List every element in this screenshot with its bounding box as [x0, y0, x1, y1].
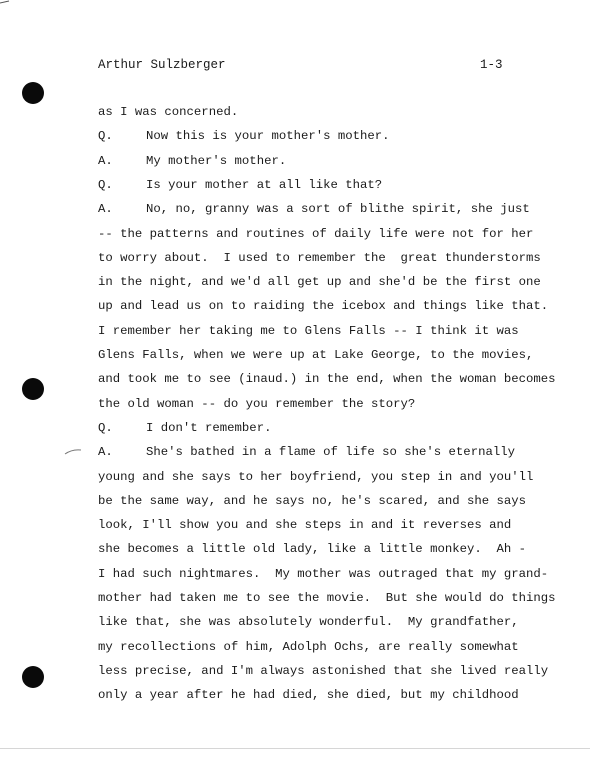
transcript-line — [98, 250, 541, 266]
transcript-line — [98, 444, 515, 460]
speaker-label: Q. — [98, 177, 113, 192]
line-text: to worry about. I used to remember the great thunderstorms — [98, 250, 541, 265]
transcript-line — [98, 687, 519, 703]
line-text: She's bathed in a flame of life so she's eternally — [146, 445, 515, 460]
transcript-line — [98, 323, 519, 339]
line-text: I remember her taking me to Glens Falls -- I think it was — [98, 323, 519, 338]
line-text: Glens Falls, when we were up at Lake George, to the movies, — [98, 348, 534, 362]
punch-hole-middle — [22, 378, 44, 400]
line-text: like that, she was absolutely wonderful. My grandfather, — [98, 615, 519, 630]
transcript-line — [98, 493, 526, 509]
page-number: 1-3 — [480, 58, 503, 72]
transcript-line — [98, 226, 533, 242]
transcript-line — [98, 274, 541, 290]
transcript-line — [98, 517, 511, 533]
line-text: look, I'll show you and she steps in and it reverses and — [98, 518, 512, 533]
transcript-line — [98, 396, 415, 412]
transcript-line — [98, 371, 556, 387]
transcript-line — [98, 541, 526, 557]
line-text: -- the patterns and routines of daily life were not for her — [98, 226, 534, 241]
transcript-line — [98, 420, 271, 436]
line-text: My mother's mother. — [146, 153, 287, 168]
line-text: No, no, granny was a sort of blithe spirit, she just — [146, 202, 530, 217]
line-text: and took me to see (inaud.) in the end, when the woman becomes — [98, 372, 556, 387]
line-text: young and she says to her boyfriend, you step in and you'll — [98, 469, 534, 484]
line-text: she becomes a little old lady, like a little monkey. Ah - — [98, 542, 527, 557]
speaker-label: Q. — [98, 129, 113, 144]
line-text: the old woman -- do you remember the story? — [98, 396, 416, 411]
interviewee-name: Arthur Sulzberger — [98, 58, 226, 72]
transcript-line — [98, 153, 286, 169]
speaker-label: A. — [98, 202, 113, 217]
line-text: up and lead us on to raiding the icebox and things like that. — [98, 299, 549, 314]
speaker-label: A. — [98, 153, 113, 168]
transcript-line — [98, 298, 548, 314]
line-text: I don't remember. — [146, 420, 272, 435]
speaker-label: A. — [98, 445, 113, 460]
line-text: in the night, and we'd all get up and she'd be the first one — [98, 275, 541, 290]
transcript-line — [98, 104, 238, 120]
line-text: mother had taken me to see the movie. But she would do things — [98, 591, 556, 605]
punch-hole-top — [22, 82, 44, 104]
line-text: as I was concerned. — [98, 105, 239, 119]
line-text: less precise, and I'm always astonished that she lived really — [98, 663, 549, 678]
transcript-line — [98, 663, 548, 679]
transcript-line — [98, 128, 390, 144]
corner-mark — [0, 0, 10, 4]
transcript-line — [98, 614, 519, 630]
transcript-line — [98, 590, 556, 606]
transcript-line — [98, 201, 530, 217]
transcript-line — [98, 177, 382, 193]
transcript-line — [98, 469, 533, 485]
transcript-line — [98, 566, 548, 582]
line-text: my recollections of him, Adolph Ochs, are really somewhat — [98, 639, 519, 654]
punch-hole-bottom — [22, 666, 44, 688]
page-bottom-edge — [0, 748, 590, 749]
line-text: Is your mother at all like that? — [146, 177, 383, 192]
speaker-label: Q. — [98, 420, 113, 435]
line-text: be the same way, and he says no, he's scared, and she says — [98, 493, 527, 508]
line-text: I had such nightmares. My mother was outraged that my grand- — [98, 566, 549, 581]
transcript-line — [98, 639, 519, 655]
line-text: only a year after he had died, she died, but my childhood — [98, 688, 519, 703]
stray-pen-mark — [64, 448, 82, 456]
transcript-line — [98, 347, 533, 363]
line-text: Now this is your mother's mother. — [146, 129, 390, 144]
